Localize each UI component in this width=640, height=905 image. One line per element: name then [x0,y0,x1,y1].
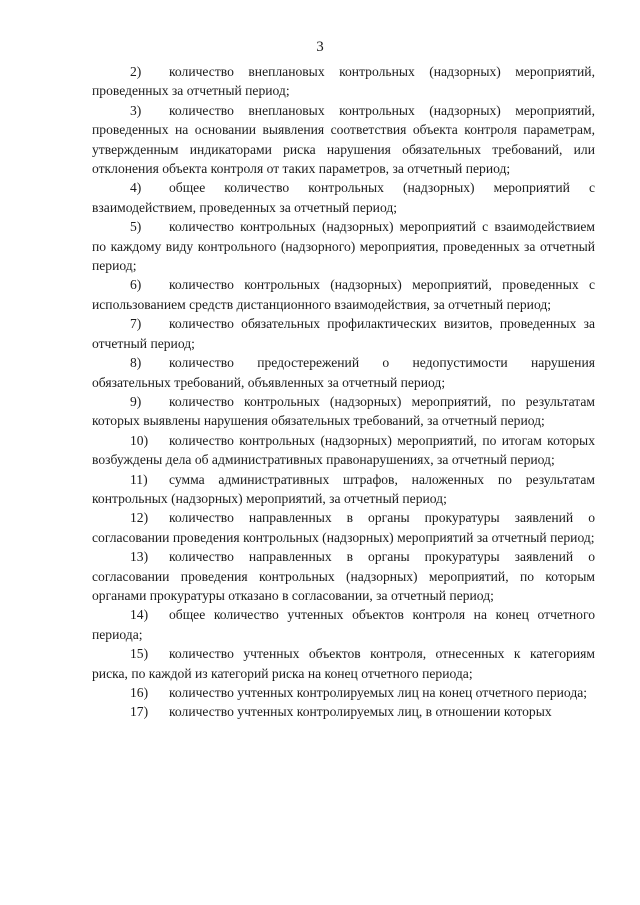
item-text: количество внеплановых контрольных (надзорных) мероприятий, проведенных за отчетный период; [92,64,595,99]
item-number: 7) [130,316,142,332]
item-text: количество внеплановых контрольных (надзорных) мероприятий, проведенных на основании выявления соответствия объекта контроля параметрам, утвержденным индикаторами риска нарушения обязательных требований, или отклонения объекта контроля от таких параметров, за отчетный период; [92,102,595,177]
item-number: 4) [130,180,142,196]
item-text: количество контрольных (надзорных) мероприятий, по результатам которых выявлены нарушения обязательных требований, за отчетный период; [92,393,595,429]
item-text: количество учтенных контролируемых лиц на конец отчетного периода; [169,685,588,700]
item-number: 12) [130,510,149,526]
item-number: 5) [130,219,142,235]
list-item [92,392,595,431]
list-item [92,314,595,353]
item-text: сумма административных штрафов, наложенных по результатам контрольных (надзорных) мероприятий, за отчетный период; [92,471,595,506]
item-number: 10) [130,432,149,448]
list-item [92,217,595,275]
list-item [92,644,595,683]
list-item [92,275,595,314]
item-number: 13) [130,549,149,565]
list-item [92,547,595,605]
list-item [92,470,595,509]
item-text: количество предостережений о недопустимости нарушения обязательных требований, объявленных за отчетный период; [92,355,595,390]
item-number: 8) [130,355,142,371]
item-number: 3) [130,102,142,118]
item-number: 17) [130,704,149,720]
item-number: 14) [130,607,149,623]
list-item [92,683,595,702]
item-text: количество обязательных профилактических визитов, проведенных за отчетный период; [92,316,595,351]
item-text: общее количество учтенных объектов контроля на конец отчетного периода; [92,607,595,642]
item-number: 11) [130,471,148,487]
item-number: 6) [130,277,142,293]
item-text: общее количество контрольных (надзорных) мероприятий с взаимодействием, проведенных за отчетный период; [92,180,595,215]
item-number: 16) [130,685,149,700]
item-text: количество направленных в органы прокуратуры заявлений о согласовании проведения контрольных (надзорных) мероприятий за отчетный период; [92,510,595,545]
list-item [92,62,595,101]
list-item [92,605,595,644]
list-item [92,178,595,217]
item-number: 9) [130,393,142,409]
item-text: количество учтенных объектов контроля, отнесенных к категориям риска, по каждой из категорий риска на конец отчетного периода; [92,646,595,681]
page-number: 3 [316,39,324,55]
list-item [92,431,595,470]
item-number: 2) [130,64,142,79]
item-text: количество направленных в органы прокуратуры заявлений о согласовании проведения контрольных (надзорных) мероприятий, по которым органами прокуратуры отказано в согласовании, за отчетный период; [92,549,595,603]
item-text: количество контрольных (надзорных) мероприятий с взаимодействием по каждому виду контрольного (надзорного) мероприятия, проведенных за отчетный период; [92,219,595,274]
list-item [92,101,595,179]
list-item [92,353,595,392]
item-text: количество контрольных (надзорных) мероприятий, проведенных с использованием средств дистанционного взаимодействия, за отчетный период; [92,277,595,312]
item-text: количество учтенных контролируемых лиц, в отношении которых [169,704,552,720]
list-item [92,508,595,547]
item-text: количество контрольных (надзорных) мероприятий, по итогам которых возбуждены дела об административных правонарушениях, за отчетный период; [92,432,595,468]
list-item [92,702,595,721]
item-number: 15) [130,646,149,662]
indicator-list [92,62,595,722]
